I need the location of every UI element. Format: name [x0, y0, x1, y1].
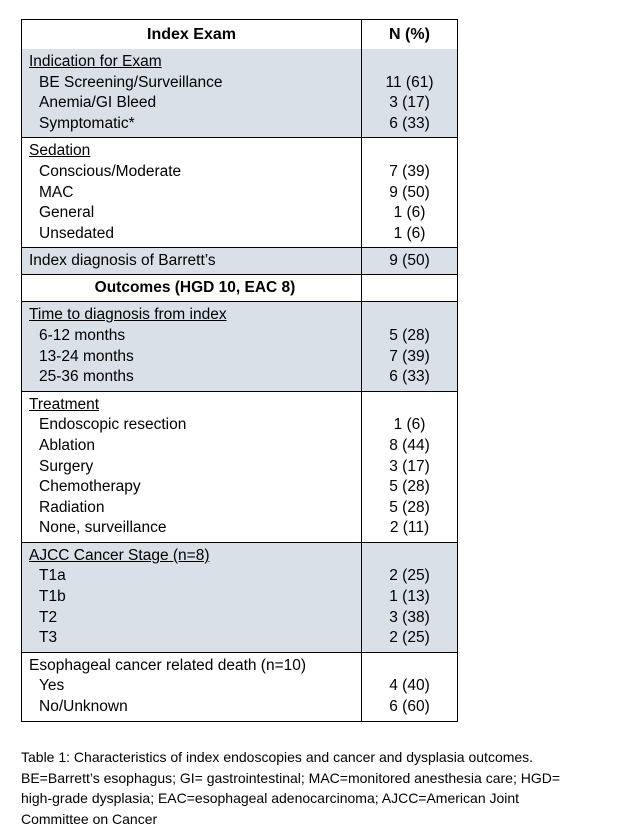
table-section [22, 542, 457, 652]
row-value: 6 (60) [389, 698, 430, 716]
caption-line: high-grade dysplasia; EAC=esophageal adenocarcinoma; AJCC=American Joint [21, 790, 520, 806]
characteristics-table [21, 19, 458, 722]
table-section [22, 49, 457, 137]
row-value: 4 (40) [389, 677, 430, 695]
row-value: 5 (28) [389, 498, 430, 516]
section-label-cell [22, 302, 362, 390]
section-label-cell [22, 653, 362, 721]
row-label: 25-36 months [39, 368, 134, 386]
row-label: Radiation [39, 498, 105, 516]
row-label: General [39, 204, 95, 222]
caption-line: Table 1: Characteristics of index endoscopies and cancer and dysplasia outcomes. [21, 749, 534, 765]
section-value: 9 (50) [389, 252, 430, 270]
table-section [22, 391, 457, 542]
row-label: Symptomatic* [39, 114, 135, 132]
row-label: T1b [39, 588, 66, 606]
row-value: 2 (11) [389, 519, 430, 537]
row-value: 3 (38) [389, 608, 430, 626]
section-title: Time to diagnosis from index [29, 306, 227, 324]
row-label: Unsedated [39, 224, 114, 242]
row-label: Yes [39, 677, 65, 695]
section-label-cell [22, 392, 362, 542]
caption-line: Committee on Cancer [21, 810, 158, 827]
row-label: T3 [39, 629, 58, 647]
section-label-cell [22, 138, 362, 247]
header-n-percent: N (%) [389, 26, 430, 43]
row-label: Ablation [39, 436, 96, 454]
section-value-cell [362, 392, 457, 542]
section-label-cell [22, 49, 362, 137]
row-value: 5 (28) [389, 326, 430, 344]
row-value: 11 (61) [385, 73, 434, 91]
row-label: Conscious/Moderate [39, 162, 182, 180]
row-label: 6-12 months [39, 326, 126, 344]
row-value: 1 (6) [393, 224, 426, 242]
row-value: 5 (28) [389, 478, 430, 496]
row-label: Anemia/GI Bleed [39, 94, 157, 112]
row-value: 3 (17) [389, 457, 430, 475]
row-label: No/Unknown [39, 698, 128, 716]
section-value-cell [362, 49, 457, 137]
section-value-cell [362, 653, 457, 721]
section-value-cell [362, 275, 457, 301]
row-value: 7 (39) [389, 347, 430, 365]
section-title: Indication for Exam [29, 53, 162, 70]
section-label-cell [22, 248, 362, 274]
row-label: Endoscopic resection [39, 416, 187, 434]
row-value: 6 (33) [389, 368, 430, 386]
row-value: 7 (39) [389, 162, 430, 180]
table-section [22, 247, 457, 274]
table-section [22, 301, 457, 390]
row-value: 2 (25) [389, 629, 430, 647]
section-value-cell [362, 248, 457, 274]
table-header-row [22, 20, 457, 49]
row-value: 1 (13) [389, 588, 430, 606]
row-value: 2 (25) [389, 567, 430, 585]
row-value: 8 (44) [389, 436, 430, 454]
row-value: 6 (33) [389, 114, 430, 132]
table-section [22, 652, 457, 721]
row-label: T2 [39, 608, 58, 626]
row-label: MAC [39, 183, 74, 201]
section-label-cell [22, 275, 362, 301]
row-label: T1a [39, 567, 66, 585]
section-title: AJCC Cancer Stage (n=8) [29, 546, 210, 564]
section-label-cell [22, 543, 362, 652]
row-label: Surgery [39, 457, 94, 475]
section-title: Outcomes (HGD 10, EAC 8) [94, 279, 296, 297]
table-caption [21, 747, 626, 829]
table-body [22, 49, 457, 721]
table-section [22, 274, 457, 301]
row-label: 13-24 months [39, 347, 134, 365]
section-value-cell [362, 138, 457, 247]
table-section [22, 137, 457, 247]
section-title: Esophageal cancer related death (n=10) [29, 656, 307, 674]
row-label: BE Screening/Surveillance [39, 73, 223, 91]
row-value: 1 (6) [393, 416, 426, 434]
section-value-cell [362, 543, 457, 652]
caption-line: BE=Barrett’s esophagus; GI= gastrointestinal; MAC=monitored anesthesia care; HGD= [21, 769, 561, 786]
section-value-cell [362, 302, 457, 390]
section-title: Index diagnosis of Barrett’s [29, 252, 216, 270]
section-title: Sedation [29, 142, 91, 160]
row-value: 1 (6) [393, 204, 426, 222]
row-value: 3 (17) [389, 94, 430, 112]
section-title: Treatment [29, 395, 100, 413]
row-label: None, surveillance [39, 519, 167, 537]
row-value: 9 (50) [389, 183, 430, 201]
row-label: Chemotherapy [39, 478, 141, 496]
header-index-exam: Index Exam [22, 20, 362, 49]
